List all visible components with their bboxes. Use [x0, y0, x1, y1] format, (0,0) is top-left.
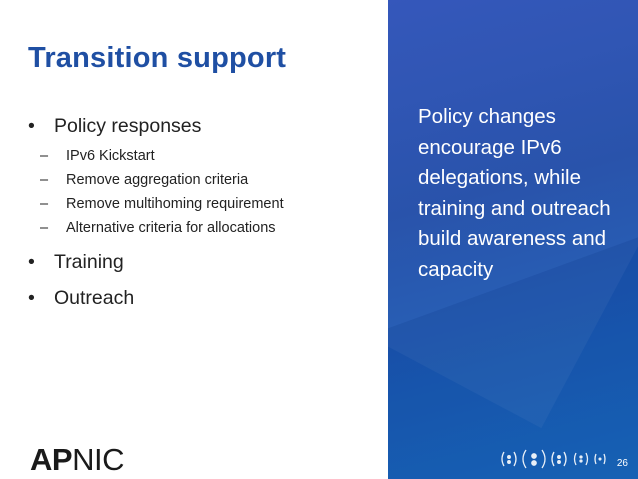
brand-bold: AP	[30, 442, 73, 477]
sub-bullet-list	[28, 144, 383, 240]
bullet-label: Training	[54, 251, 124, 273]
sub-bullet-label: Remove aggregation criteria	[66, 172, 249, 188]
slide-title: Transition support	[28, 42, 287, 74]
ipv6-footer-logo-icon	[500, 448, 610, 470]
sub-bullet-label: Alternative criteria for allocations	[66, 220, 276, 236]
bullet-dot-icon: •	[28, 115, 35, 137]
brand-light: NIC	[72, 442, 124, 477]
sub-bullet-item	[28, 192, 383, 216]
bullet-dot-icon: •	[28, 251, 35, 273]
sub-bullet-item	[28, 168, 383, 192]
panel-quote: Policy changes encourage IPv6 delegations, while training and outreach build awareness and capacity	[418, 105, 611, 281]
bullet-item	[28, 248, 383, 276]
dash-icon: –	[40, 172, 49, 188]
dash-icon: –	[40, 148, 49, 164]
sub-bullet-label: IPv6 Kickstart	[66, 148, 155, 164]
page-number: 26	[616, 458, 628, 469]
bullet-label: Policy responses	[54, 115, 202, 137]
bullet-item	[28, 112, 383, 140]
bullet-dot-icon: •	[28, 287, 35, 309]
apnic-logo-icon	[30, 442, 124, 478]
dash-icon: –	[40, 220, 49, 236]
bullet-item	[28, 284, 383, 312]
bullet-label: Outreach	[54, 287, 135, 309]
bullet-list	[28, 112, 383, 312]
dash-icon: –	[40, 196, 49, 212]
sub-bullet-item	[28, 216, 383, 240]
sub-bullet-item	[28, 144, 383, 168]
sub-bullet-label: Remove multihoming requirement	[66, 196, 284, 212]
